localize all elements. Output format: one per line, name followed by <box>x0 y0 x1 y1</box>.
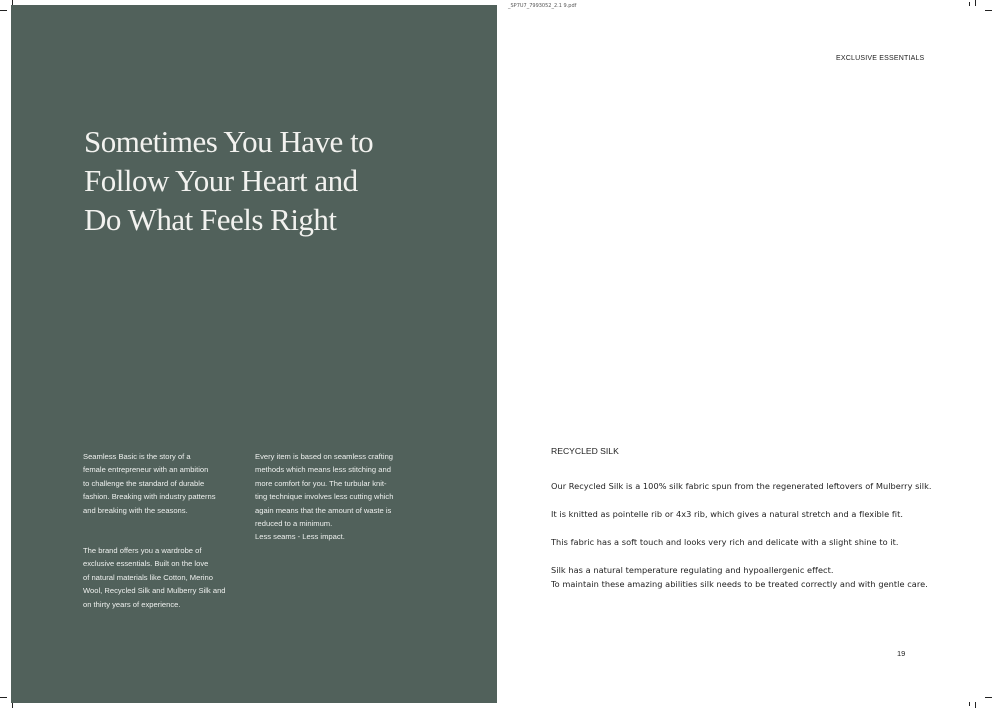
text-line: to challenge the standard of durable <box>83 478 205 488</box>
text-line: Less seams - Less impact. <box>255 532 345 542</box>
intro-paragraph <box>83 544 243 611</box>
file-name: _SP7U7_7993052_2.1 9.pdf <box>508 3 577 9</box>
body-paragraph: This fabric has a soft touch and looks very rich and delicate with a slight shine to it. <box>551 537 899 547</box>
text-line: methods which means less stitching and <box>255 465 391 475</box>
crop-mark <box>975 0 976 6</box>
crop-mark <box>969 2 970 6</box>
crop-mark <box>985 697 992 698</box>
text-line: again means that the amount of waste is <box>255 505 392 515</box>
text-line: fashion. Breaking with industry patterns <box>83 492 216 502</box>
text-line: reduced to a minimum. <box>255 519 333 529</box>
crop-mark <box>0 697 7 698</box>
page-number: 19 <box>897 649 906 658</box>
text-line: more comfort for you. The turbular knit- <box>255 478 387 488</box>
text-line: ting technique involves less cutting which <box>255 492 394 502</box>
headline-line: Sometimes You Have to <box>84 124 374 159</box>
headline-line: Follow Your Heart and <box>84 163 358 198</box>
text-line: and breaking with the seasons. <box>83 505 188 515</box>
headline-line: Do What Feels Right <box>84 202 337 237</box>
text-line: Wool, Recycled Silk and Mulberry Silk and <box>83 586 226 596</box>
text-line: on thirty years of experience. <box>83 599 181 609</box>
body-paragraph: To maintain these amazing abilities silk needs to be treated correctly and with gentle care. <box>551 579 928 589</box>
text-line: Every item is based on seamless crafting <box>255 452 394 461</box>
text-line: of natural materials like Cotton, Merino <box>83 572 213 582</box>
crop-mark <box>985 10 992 11</box>
body-paragraph: Silk has a natural temperature regulating and hypoallergenic effect. <box>551 565 834 575</box>
crop-mark <box>0 10 7 11</box>
recycled-silk-heading: RECYCLED SILK <box>551 446 619 456</box>
intro-paragraph <box>83 450 243 517</box>
text-line: female entrepreneur with an ambition <box>83 465 209 475</box>
text-line: exclusive essentials. Built on the love <box>83 559 209 569</box>
section-header-label: EXCLUSIVE ESSENTIALS <box>836 55 925 62</box>
text-line: The brand offers you a wardrobe of <box>83 546 202 555</box>
crop-mark <box>969 702 970 706</box>
body-paragraph: It is knitted as pointelle rib or 4x3 rib, which gives a natural stretch and a flexible fit. <box>551 509 903 519</box>
body-paragraph: Our Recycled Silk is a 100% silk fabric spun from the regenerated leftovers of Mulberry silk. <box>551 481 932 491</box>
intro-paragraph <box>255 450 425 544</box>
page-headline <box>84 122 464 239</box>
text-line: Seamless Basic is the story of a <box>83 452 191 461</box>
crop-mark <box>975 702 976 708</box>
